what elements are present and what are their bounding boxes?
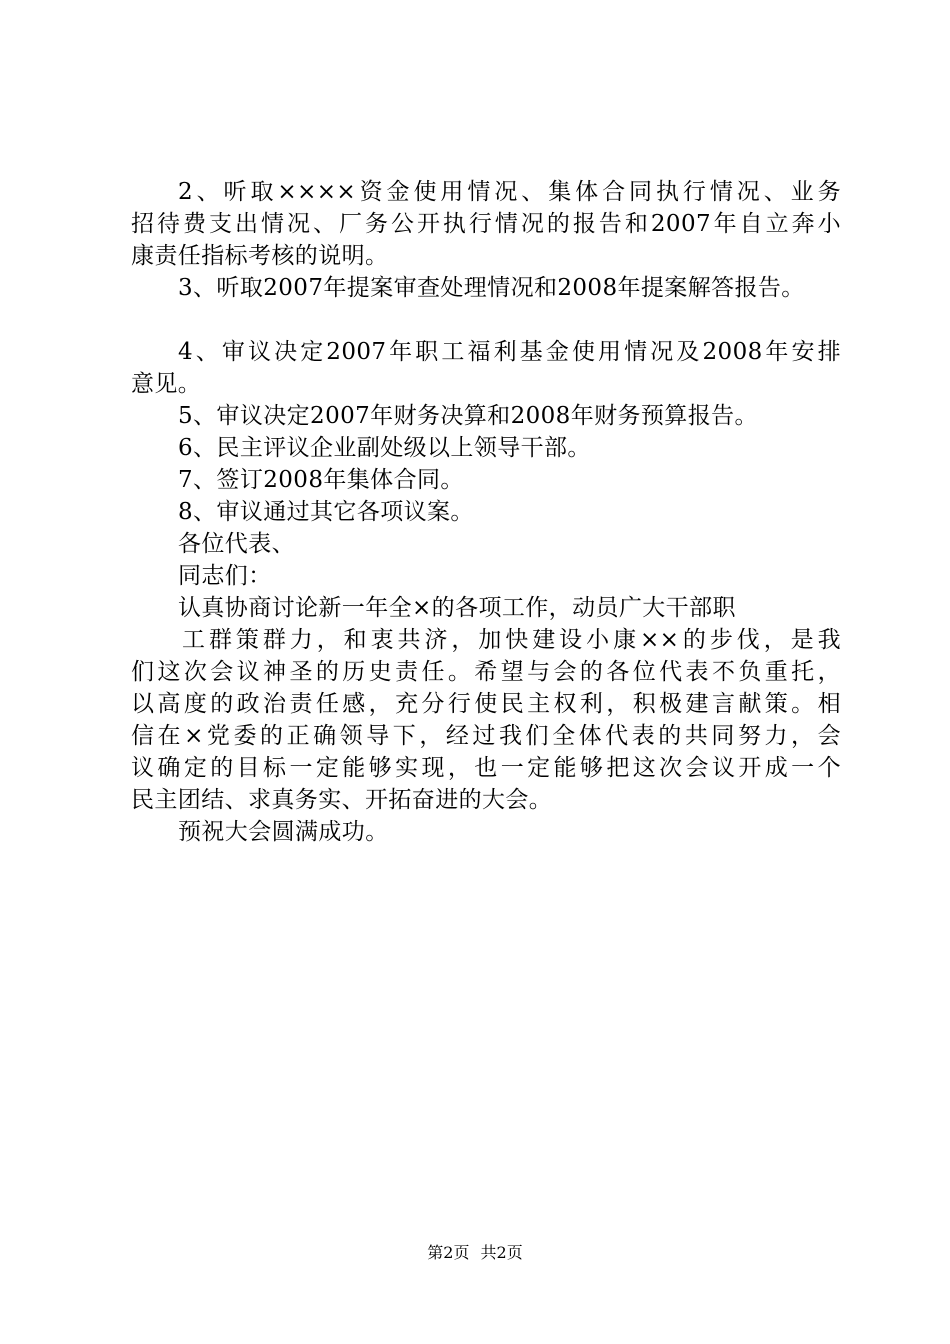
item-2-line-1: 2、听取××××资金使用情况、集体合同执行情况、业务 bbox=[178, 179, 841, 205]
page-total: 共2页 bbox=[480, 1243, 523, 1262]
item-3-line-1: 3、听取2007年提案审查处理情况和2008年提案解答报告。 bbox=[178, 275, 805, 301]
item-6-line: 6、民主评议企业副处级以上领导干部。 bbox=[178, 435, 591, 461]
closing-paragraph-line-2: 工群策群力，和衷共济，加快建设小康××的步伐，是我 bbox=[182, 627, 841, 653]
page-footer bbox=[0, 1242, 950, 1264]
page-number: 第2页 bbox=[427, 1243, 470, 1262]
final-wish-line: 预祝大会圆满成功。 bbox=[178, 819, 389, 845]
closing-paragraph-line-3: 们这次会议神圣的历史责任。希望与会的各位代表不负重托， bbox=[131, 659, 841, 685]
item-7-line: 7、签订2008年集体合同。 bbox=[178, 467, 464, 493]
item-5-line: 5、审议决定2007年财务决算和2008年财务预算报告。 bbox=[178, 403, 758, 429]
closing-paragraph-line-7: 民主团结、求真务实、开拓奋进的大会。 bbox=[131, 787, 553, 813]
item-8-line: 8、审议通过其它各项议案。 bbox=[178, 499, 474, 525]
document-body bbox=[131, 176, 841, 848]
closing-paragraph-line-6: 议确定的目标一定能够实现，也一定能够把这次会议开成一个 bbox=[131, 755, 841, 781]
item-2-line-2: 招待费支出情况、厂务公开执行情况的报告和2007年自立奔小 bbox=[131, 211, 841, 237]
item-2-line-3: 康责任指标考核的说明。 bbox=[131, 243, 389, 269]
closing-paragraph-line-5: 信在×党委的正确领导下，经过我们全体代表的共同努力，会 bbox=[131, 723, 841, 749]
paragraph-gap bbox=[131, 304, 841, 336]
salutation-line-2: 同志们： bbox=[178, 563, 272, 589]
closing-paragraph-line-4: 以高度的政治责任感，充分行使民主权利，积极建言献策。相 bbox=[131, 691, 841, 717]
item-4-line-2: 意见。 bbox=[131, 371, 202, 397]
salutation-line-1: 各位代表、 bbox=[178, 531, 295, 557]
closing-paragraph-line-1: 认真协商讨论新一年全×的各项工作，动员广大干部职 bbox=[178, 595, 736, 621]
item-4-line-1: 4、审议决定2007年职工福利基金使用情况及2008年安排 bbox=[178, 339, 841, 365]
